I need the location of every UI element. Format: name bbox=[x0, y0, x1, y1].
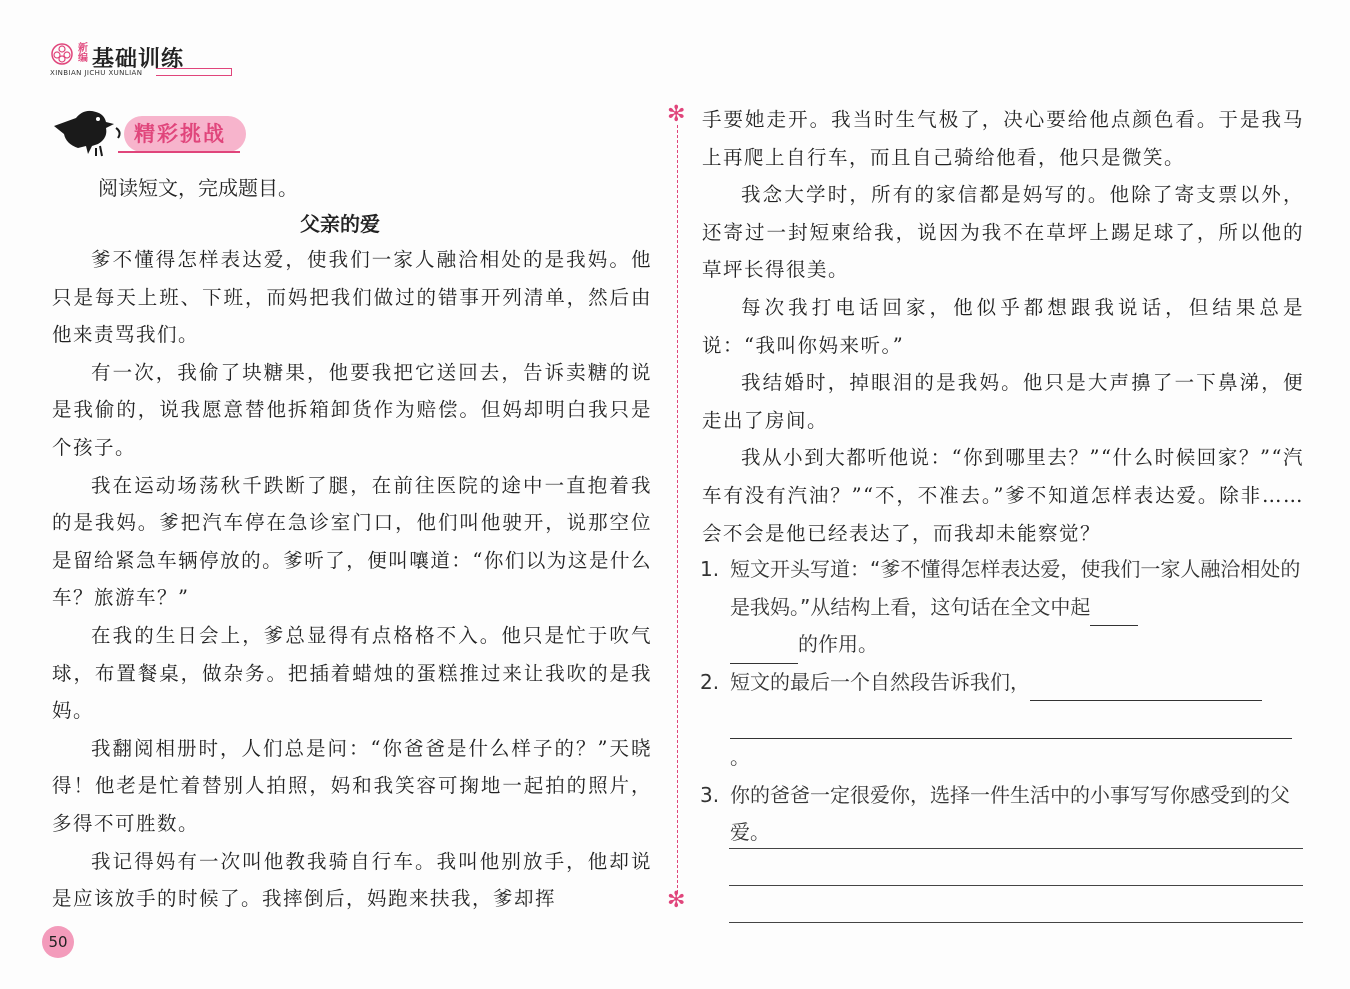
series-new-label: 新编 bbox=[78, 43, 88, 64]
series-pinyin: XINBIAN JICHU XUNLIAN bbox=[50, 69, 143, 77]
section-underline bbox=[118, 151, 240, 153]
question-number: 1. bbox=[700, 557, 720, 581]
logo-decoration-line bbox=[156, 68, 232, 76]
answer-blank[interactable] bbox=[730, 639, 798, 664]
answer-line[interactable] bbox=[729, 848, 1303, 849]
question-2 bbox=[700, 664, 1306, 777]
page-number: 50 bbox=[42, 926, 74, 958]
section-title: 精彩挑战 bbox=[134, 122, 226, 146]
story-left-column bbox=[52, 241, 652, 918]
story-paragraph: 我记得妈有一次叫他教我骑自行车。我叫他别放手，他却说是应该放手的时候了。我摔倒后，妈跑来扶我，爹却挥 bbox=[52, 849, 652, 911]
series-logo bbox=[46, 40, 196, 80]
column-divider bbox=[677, 125, 678, 893]
question-text: 短文的最后一个自然段告诉我们， bbox=[730, 669, 1030, 694]
story-paragraph: 我在运动场荡秋千跌断了腿，在前往医院的途中一直抱着我的是我妈。爹把汽车停在急诊室门口，他们叫他驶开，说那空位是留给紧急车辆停放的。爹听了，便叫嚷道：“你们以为这是什么车？旅游车？” bbox=[52, 473, 652, 610]
question-text: 短文开头写道：“爹不懂得怎样表达爱，使我们一家人融洽相处的是我妈。”从结构上看，这句话在全文中起 bbox=[730, 557, 1301, 619]
question-number: 2. bbox=[700, 669, 720, 694]
story-paragraph: 我结婚时，掉眼泪的是我妈。他只是大声擤了一下鼻涕，便走出了房间。 bbox=[702, 371, 1304, 432]
question-3 bbox=[700, 777, 1306, 852]
series-title: 基础训练 bbox=[92, 47, 185, 72]
answer-blank[interactable] bbox=[1030, 676, 1262, 701]
story-paragraph: 我翻阅相册时，人们总是问：“你爸爸是什么样子的？”天晓得！他老是忙着替别人拍照，妈和我笑容可掬地一起拍的照片，多得不可胜数。 bbox=[52, 736, 652, 835]
story-paragraph: 爹不懂得怎样表达爱，使我们一家人融洽相处的是我妈。他只是每天上班、下班，而妈把我们做过的错事开列清单，然后由他来责骂我们。 bbox=[52, 248, 652, 347]
flower-icon bbox=[50, 42, 74, 66]
instruction-text: 阅读短文，完成题目。 bbox=[98, 176, 298, 200]
question-text: 你的爸爸一定很爱你，选择一件生活中的小事写写你感受到的父爱。 bbox=[730, 782, 1290, 845]
story-paragraph-continued: 手要她走开。我当时生气极了，决心要给他点颜色看。于是我马上再爬上自行车，而且自己骑给他看，他只是微笑。 bbox=[702, 108, 1304, 169]
answer-blank[interactable] bbox=[1090, 601, 1138, 626]
answer-line[interactable] bbox=[729, 922, 1303, 923]
story-title: 父亲的爱 bbox=[300, 212, 380, 236]
answer-blank[interactable] bbox=[730, 714, 1292, 739]
question-end-mark: 。 bbox=[730, 744, 750, 769]
star-icon: ✻ bbox=[667, 888, 686, 913]
story-paragraph: 每次我打电话回家，他似乎都想跟我说话，但结果总是说：“我叫你妈来听。” bbox=[702, 295, 1304, 357]
story-right-column bbox=[702, 101, 1304, 552]
question-text-after: 的作用。 bbox=[798, 632, 878, 657]
answer-line[interactable] bbox=[729, 885, 1303, 886]
story-paragraph: 我从小到大都听他说：“你到哪里去？”“什么时候回家？”“汽车有没有汽油？”“不，不准去。”爹不知道怎样表达爱。除非……会不会是他已经表达了，而我却未能察觉？ bbox=[702, 446, 1304, 545]
question-1 bbox=[700, 551, 1306, 664]
question-number: 3. bbox=[700, 782, 720, 807]
story-paragraph: 有一次，我偷了块糖果，他要我把它送回去，告诉卖糖的说是我偷的，说我愿意替他拆箱卸货作为赔偿。但妈却明白我只是个孩子。 bbox=[52, 360, 652, 459]
star-icon: ✻ bbox=[667, 102, 686, 127]
crow-icon bbox=[52, 104, 128, 158]
story-paragraph: 我念大学时，所有的家信都是妈写的。他除了寄支票以外，还寄过一封短柬给我，说因为我不在草坪上踢足球了，所以他的草坪长得很美。 bbox=[702, 183, 1304, 282]
story-paragraph: 在我的生日会上，爹总显得有点格格不入。他只是忙于吹气球，布置餐桌，做杂务。把插着蜡烛的蛋糕推过来让我吹的是我妈。 bbox=[52, 623, 652, 723]
question-list bbox=[700, 551, 1306, 852]
